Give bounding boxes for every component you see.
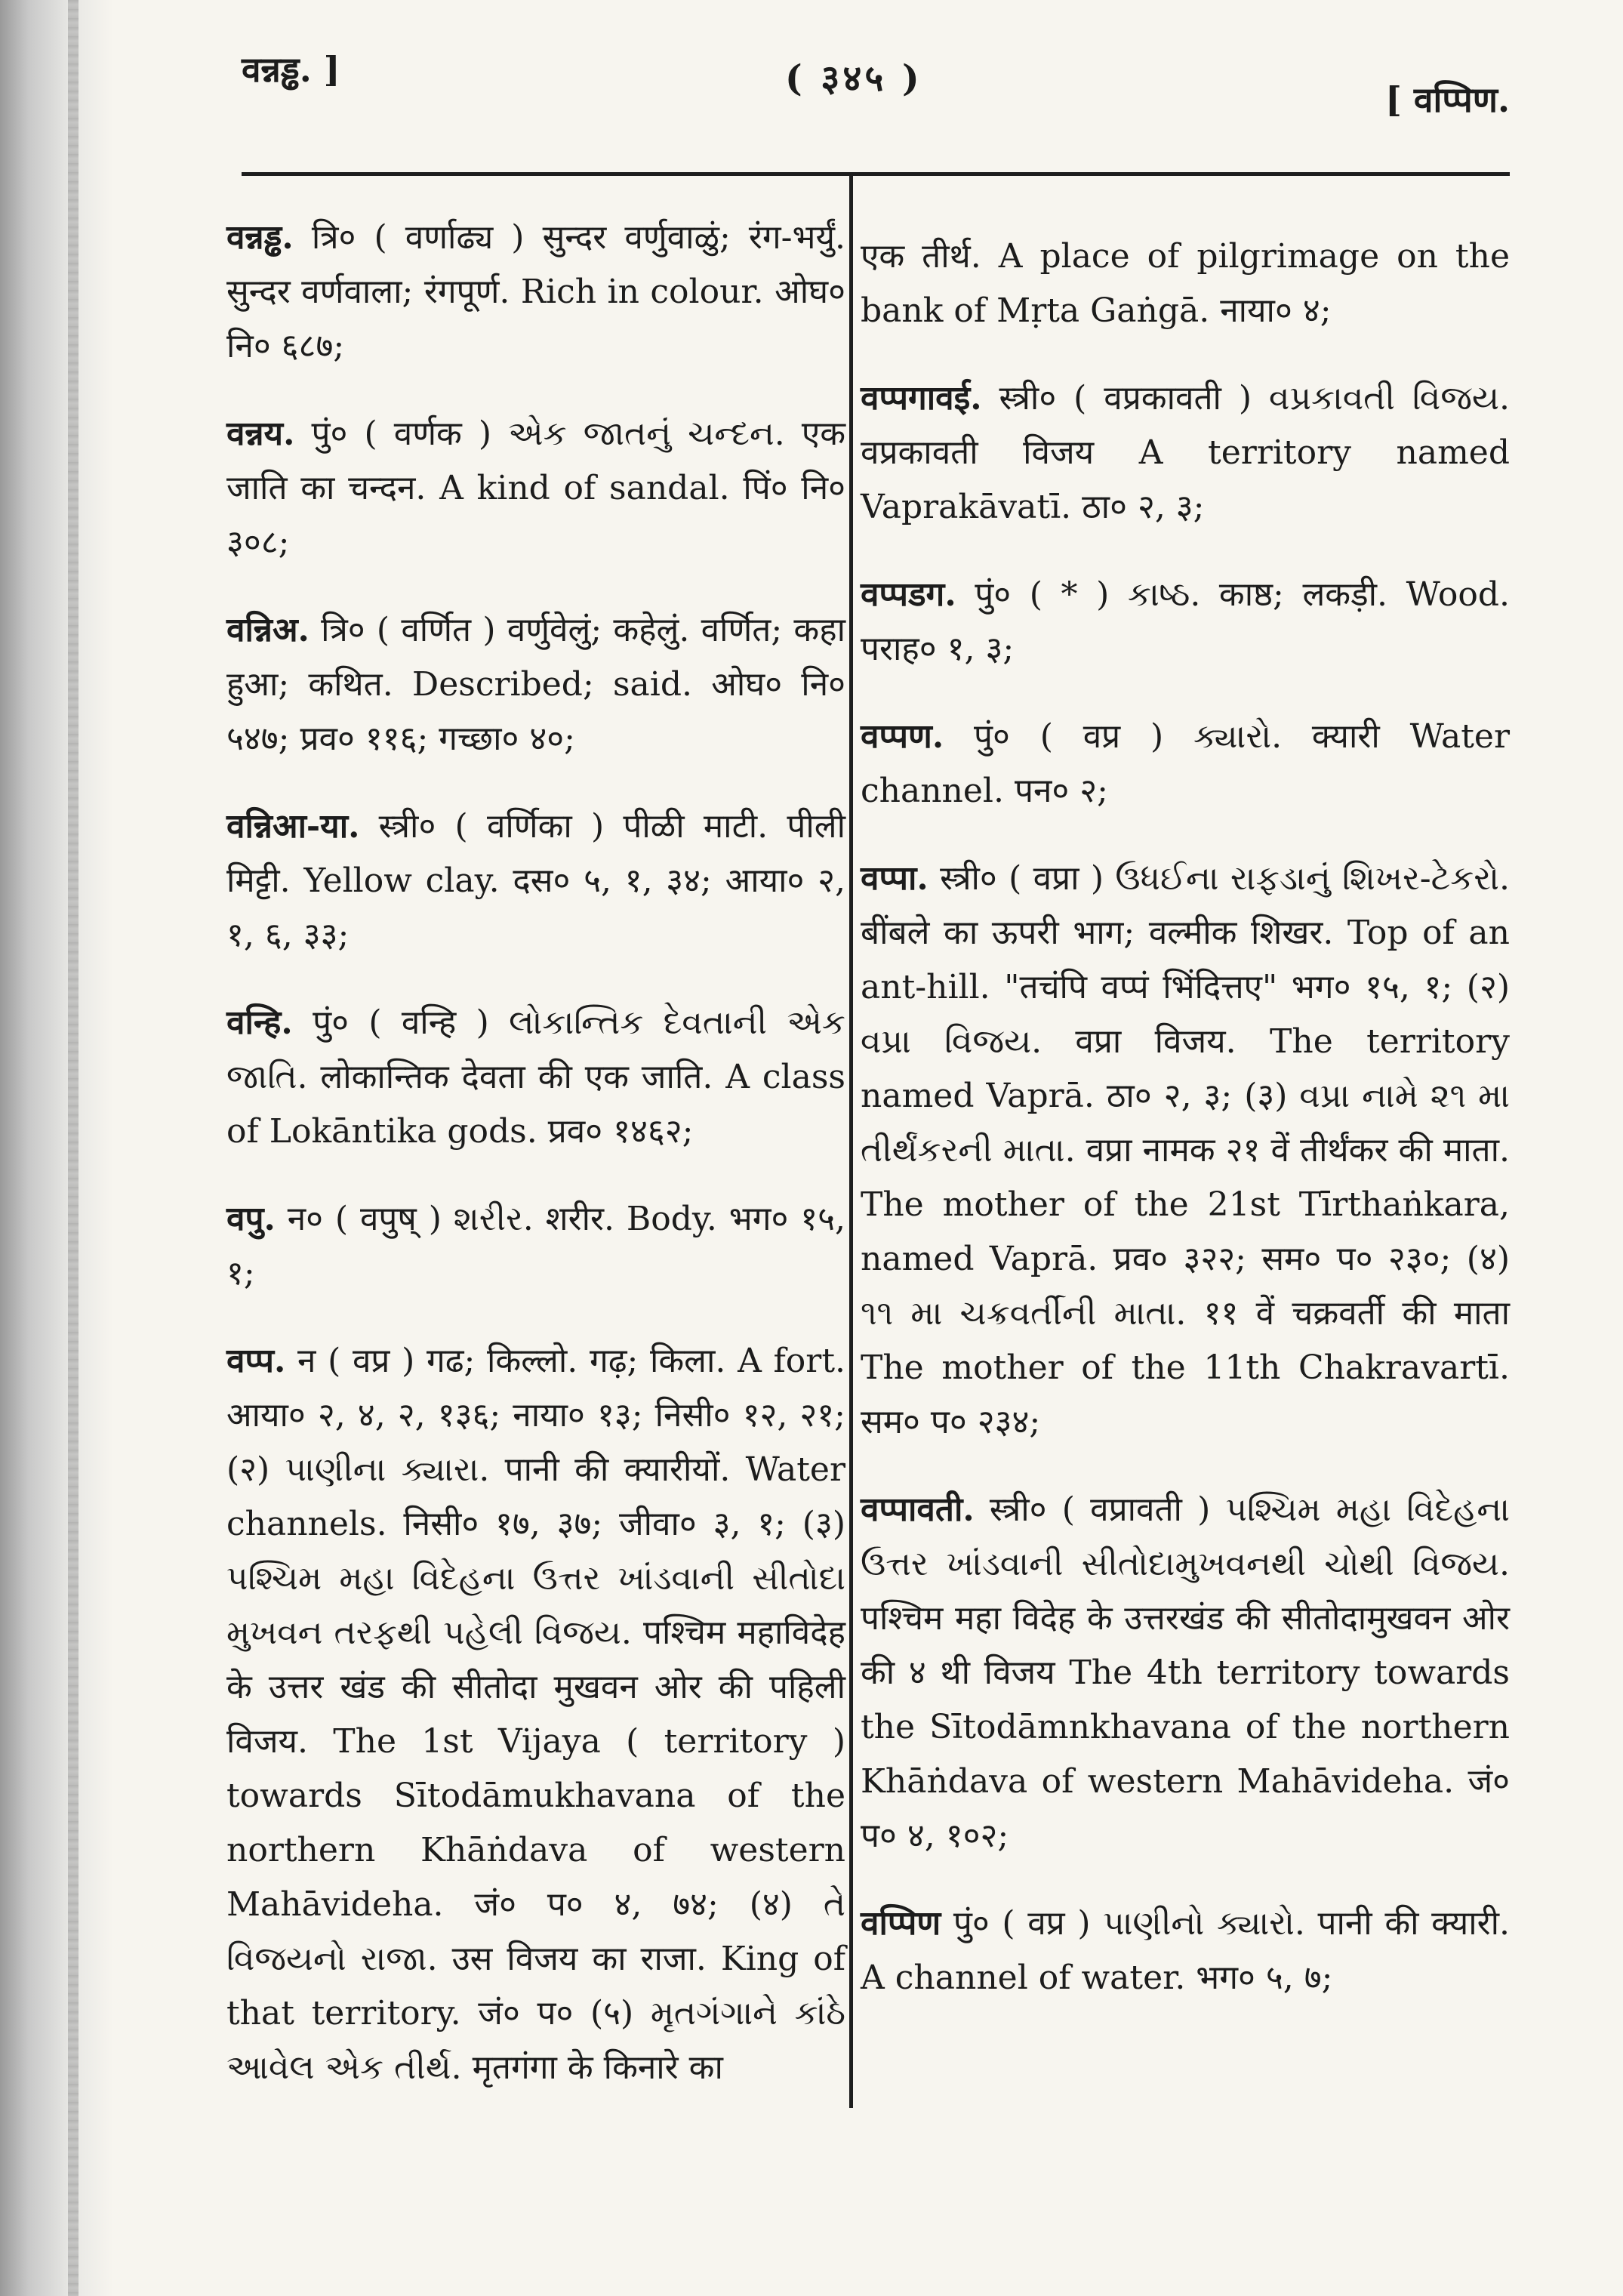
entry-headword: वन्हि.: [226, 1003, 293, 1042]
dictionary-entry: [226, 996, 845, 1159]
entry-headword: वन्निआ-या.: [226, 807, 360, 846]
entry-headword: वप्पावती.: [861, 1490, 975, 1529]
entry-headword: वन्नय.: [226, 415, 295, 453]
page-number: ( ३४५ ): [785, 57, 922, 100]
entry-headword: वप्प.: [226, 1342, 286, 1380]
entry-text: न० ( वपुष् ) શરીર. शरीर. Body. भग० १५, १;: [226, 1200, 845, 1293]
dictionary-entry: [861, 852, 1510, 1450]
dictionary-entry: [861, 371, 1510, 535]
left-column: [226, 177, 845, 2106]
entry-headword: वप्पण.: [861, 717, 944, 756]
entry-text: स्त्री० ( वप्रा ) ઉધઈના રાફડાનું શિખર-ટેકરો. बींबले का ऊपरी भाग; वल्मीक शिखर. Top of an ant-hill. "तचंपि वप्पं भिंदित्तए" भग० १५, १; (२) વપ્રા વિજય. वप्रा विजय. The territory named Vaprā. ठा० २, ३; (३) વપ્રા નામે ૨૧ મા તીર્થંકરની માતા. वप्रा नामक २१ वें तीर्थंकर की माता. The mother of the 21st Tīrthaṅkara, named Vaprā. प्रव० ३२२; सम० प० २३०; (४) ૧૧ મા ચક્રવર્તીની માતા. ११ वें चक्रवर्ती की माता The mother of the 11th Chakravartī. सम० प० २३४;: [861, 859, 1510, 1441]
entry-headword: वप्पा.: [861, 859, 929, 898]
header-right-guideword: [ वप्पिण.: [1385, 79, 1510, 120]
entry-text: त्रि० ( वर्णाढ्य ) सुन्दर वर्णुवाळुं; रंग-भर्युं. सुन्दर वर्णवाला; रंगपूर्ण. Rich in colour. ओघ० नि० ६८७;: [226, 218, 845, 365]
column-divider: [849, 175, 853, 2108]
dictionary-entry: [226, 603, 845, 766]
entry-text: स्त्री० ( वप्रावती ) પશ્ચિમ મહા વિદેહના ઉત્તર ખાંડવાની સીતોદામુખવનથી ચોથી વિજય. पश्चिम महा विदेह के उत्तरखंड की सीतोदामुखवन ओर की ४ थी विजय The 4th territory towards the Sītodāmnkhavana of the northern Khāṅdava of western Mahāvideha. जं० प० ४, १०२;: [861, 1490, 1510, 1855]
dictionary-entry: [226, 800, 845, 963]
dictionary-entry: [861, 1483, 1510, 1863]
page-edge-shadow: [0, 0, 113, 2296]
right-column: [861, 196, 1510, 2016]
header-rule: [242, 172, 1510, 176]
entry-text: पुं० ( वप्र ) પાણીનો ક્યારો. पानी की क्यारी. A channel of water. भग० ५, ७;: [861, 1904, 1510, 1997]
entry-headword: वन्निअ.: [226, 611, 310, 649]
entry-headword: वपु.: [226, 1200, 276, 1238]
entry-text: स्त्री० ( वप्रकावती ) વપ્રકાવતી વિજય. वप्रकावती विजय A territory named Vaprakāvatī. ठा० २, ३;: [861, 379, 1510, 526]
entry-headword: वप्पगावई.: [861, 379, 982, 418]
page-header: [242, 38, 1532, 120]
entry-text: पुं० ( वर्णक ) એક જાતનું ચન્દન. एक जाति का चन्दन. A kind of sandal. पिं० नि० ३०८;: [226, 415, 845, 562]
dictionary-entry: [226, 1192, 845, 1301]
entry-text: त्रि० ( वर्णित ) वर्णुवेलुं; कहेलुं. वर्णित; कहा हुआ; कथित. Described; said. ओघ० नि० ५४७; प्रव० ११६; गच्छा० ४०;: [226, 611, 845, 758]
entry-text: पुं० ( वप्र ) ક્યારો. क्यारी Water channel. पन० २;: [861, 717, 1510, 810]
entry-text: स्त्री० ( वर्णिका ) पीळी माटी. पीली मिट्टी. Yellow clay. दस० ५, १, ३४; आया० २, १, ६, ३३;: [226, 807, 845, 954]
dictionary-entry: [861, 1897, 1510, 2005]
entry-text: पुं० ( वन्हि ) લોકાન્તિક દેવતાની એક જાતિ. लोकान्तिक देवता की एक जाति. A class of Lokāntika gods. प्रव० १४६२;: [226, 1003, 845, 1151]
entry-headword: वन्नड्ढ.: [226, 218, 294, 257]
entry-text: न ( वप्र ) गढ; किल्लो. गढ़; किला. A fort. आया० २, ४, २, १३६; नाया० १३; निसी० १२, २१; (२) પાણીના ક્યારા. पानी की क्यारीयों. Water channels. निसी० १७, ३७; जीवा० ३, १; (३) પશ્ચિમ મહા વિદેહના ઉત્તર ખાંડવાની સીતોદા મુખવન તરફથી પહેલી વિજય. पश्चिम महाविदेह के उत्तर खंड की सीतोदा मुखवन ओर की पहिली विजय. The 1st Vijaya ( territory ) towards Sītodāmukhavana of the northern Khāṅdava of western Mahāvideha. जं० प० ४, ७४; (४) તે વિજયનો રાજા. उस विजय का राजा. King of that territory. जं० प० (५) મૃતગંગાને કાંઠે આવેલ એક તીર્થ. मृतगंगा के किनारे का: [226, 1342, 845, 2087]
dictionary-entry: [861, 710, 1510, 818]
header-left-guideword: वन्नड्ढ. ]: [242, 49, 340, 90]
entry-text: पुं० ( * ) કાષ્ઠ. काष्ठ; लकड़ी. Wood. पराह० १, ३;: [861, 575, 1510, 668]
dictionary-entry: [226, 1334, 845, 2095]
dictionary-entry: [226, 407, 845, 570]
entry-headword: वप्पडग.: [861, 575, 956, 614]
dictionary-entry: [226, 211, 845, 374]
entry-headword: वप्पिण: [861, 1904, 941, 1943]
entry-text: एक तीर्थ. A place of pilgrimage on the bank of Mṛta Gaṅgā. नाया० ४;: [861, 237, 1510, 330]
binding-edge: [68, 0, 79, 2296]
dictionary-entry: [861, 568, 1510, 676]
dictionary-entry-continued: [861, 230, 1510, 338]
